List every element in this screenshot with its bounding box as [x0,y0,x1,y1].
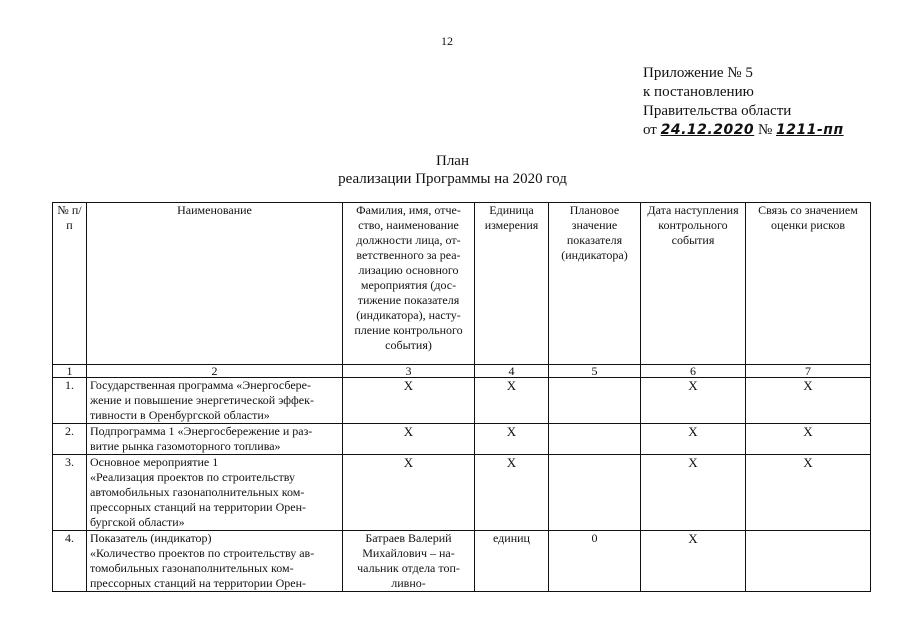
handwritten-date: 24.12.2020 [660,122,755,138]
row-unit: Х [475,378,549,424]
table-row [53,424,871,455]
row-plan-value [549,424,641,455]
header-responsible: Фамилия, имя, отче-ство, наименование должности лица, от-ветственного за реа-лизацию основного мероприятия (дос-тижение показателя (индикатора), насту-пление контрольного события) [343,203,475,365]
row-number: 1. [53,378,87,424]
column-number: 4 [475,365,549,378]
row-unit: единиц [475,531,549,592]
row-plan-value [549,455,641,531]
plan-title: План [435,153,469,169]
row-number: 4. [53,531,87,592]
row-plan-value: 0 [549,531,641,592]
row-name-cell [87,531,343,592]
column-number: 2 [87,365,343,378]
column-number: 6 [641,365,746,378]
row-name-cell [87,455,343,531]
appendix-line-2: к постановлению [643,84,754,100]
row-responsible: Х [343,424,475,455]
appendix-block [643,64,844,140]
table-header-row [53,203,871,365]
page-bottom-margin [0,593,905,640]
header-number: № п/п [53,203,87,365]
table-row [53,378,871,424]
row-event-date: Х [641,378,746,424]
row-risk-link: Х [746,455,871,531]
row-number: 2. [53,424,87,455]
appendix-line-1: Приложение № 5 [643,65,753,81]
handwritten-number: 1211-пп [776,122,844,138]
row-plan-value [549,378,641,424]
row-name-heading: Показатель (индикатор) [90,531,212,545]
row-name: «Реализация проектов по строительству автомобильных газонаполнительных ком-прессорных станций на территории Орен-бургской области» [90,470,306,529]
row-responsible: Батраев Валерий Михайлович – на-чальник отдела топ-ливно- [343,531,475,592]
number-prefix: № [757,122,773,138]
column-number-row [53,365,871,378]
table-row [53,455,871,531]
column-number: 3 [343,365,475,378]
header-risk-link: Связь со значением оценки рисков [746,203,871,365]
row-responsible: Х [343,378,475,424]
column-number: 7 [746,365,871,378]
appendix-date-line [643,121,844,140]
row-number: 3. [53,455,87,531]
row-unit: Х [475,424,549,455]
row-name: «Количество проектов по строительству ав-томобильных газонаполнительных ком-прессорных станций на территории Орен- [90,546,315,590]
column-number: 5 [549,365,641,378]
header-event-date: Дата наступления контрольного события [641,203,746,365]
row-event-date: Х [641,531,746,592]
header-unit: Единица измерения [475,203,549,365]
row-risk-link: Х [746,378,871,424]
row-name: Подпрограмма 1 «Энергосбережение и раз-витие рынка газомоторного топлива» [87,424,343,455]
header-plan-value: Плановое значение показателя (индикатора) [549,203,641,365]
row-event-date: Х [641,424,746,455]
appendix-line-3: Правительства области [643,103,792,119]
row-event-date: Х [641,455,746,531]
plan-subtitle: реализации Программы на 2020 год [338,171,567,187]
table-row [53,531,871,592]
row-responsible: Х [343,455,475,531]
row-risk-link [746,531,871,592]
row-risk-link: Х [746,424,871,455]
row-unit: Х [475,455,549,531]
row-name-heading: Основное мероприятие 1 [90,455,219,469]
page-number: 12 [441,34,453,48]
row-name: Государственная программа «Энергосбере-жение и повышение энергетической эффек-тивности в Оренбургской области» [87,378,343,424]
date-prefix: от [643,122,657,138]
header-name: Наименование [87,203,343,365]
column-number: 1 [53,365,87,378]
plan-table [52,202,871,592]
